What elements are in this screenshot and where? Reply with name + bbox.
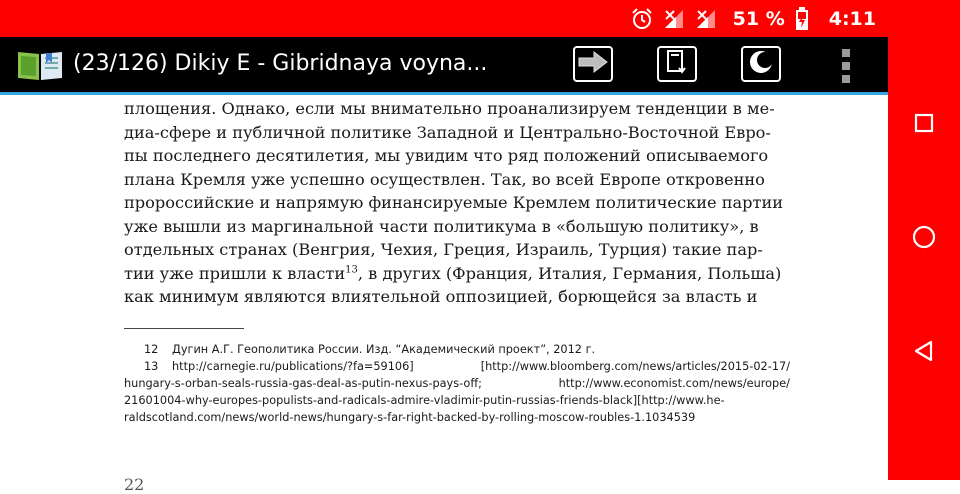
text-line: пророссийские и напрямую финансируемые Кремлем политические партии (124, 193, 784, 212)
footnotes (124, 341, 790, 426)
book-app-icon[interactable] (16, 49, 64, 81)
night-mode-button[interactable] (741, 46, 781, 82)
text-line: как минимум являются влиятельной оппозицией, борющейся за власть и (124, 287, 758, 306)
back-triangle-icon (912, 339, 936, 368)
signal-sim1-icon (663, 8, 685, 30)
footnote-number: 12 (144, 343, 159, 356)
next-page-button[interactable] (573, 46, 613, 82)
next-page-arrow-icon (578, 51, 608, 78)
footnote-ref-13[interactable]: 13 (345, 264, 358, 276)
text-line: плана Кремля уже успешно осуществлен. Так, во всей Европе откровенно (124, 169, 765, 189)
page-number: 22 (124, 475, 145, 494)
fit-page-button[interactable] (657, 46, 697, 82)
document-title: (23/126) Dikiy E - Gibridnaya voyna... (73, 51, 488, 76)
footnote-12 (144, 341, 790, 358)
footnote-link[interactable]: 21601004-why-europes-populists-and-radicals-admire-vladimir-putin-russias-friends-black][http://www.he- (124, 394, 725, 407)
text-line: отдельных странах (Венгрия, Чехия, Греция, Израиль, Турция) такие пар- (124, 240, 763, 259)
text-fragment: , в других (Франция, Италия, Германия, Польша) (357, 263, 782, 283)
signal-sim2-icon (695, 8, 717, 30)
overflow-menu-icon[interactable] (836, 49, 856, 83)
text-line: диа-сфере и публичной политике Западной и Центрально-Восточной Евро- (124, 122, 771, 142)
reader-page[interactable] (0, 95, 888, 494)
text-line: пы последнего десятилетия, мы увидим что ряд положений описываемого (124, 146, 769, 165)
body-text (124, 97, 790, 309)
navigation-bar (888, 0, 960, 480)
home-button[interactable] (908, 223, 940, 255)
footnote-link[interactable]: http://www.economist.com/news/europe/ (558, 377, 790, 390)
text-line: уже вышли из маргинальной части политикума в «большую политику», в (124, 216, 759, 236)
text-line: площения. Однако, если мы внимательно проанализируем тенденции в ме- (124, 99, 775, 118)
recents-square-icon (913, 112, 935, 139)
app-toolbar (0, 37, 888, 95)
footnote-link[interactable]: [http://www.bloomberg.com/news/articles/2015-02-17/ (480, 360, 790, 373)
footnote-number: 13 (144, 360, 159, 373)
battery-percent: 51 % (732, 7, 785, 30)
footnote-link[interactable]: http://carnegie.ru/publications/?fa=59106] (172, 360, 414, 373)
back-button[interactable] (908, 337, 940, 369)
footnote-text: Дугин А.Г. Геополитика России. Изд. “Академический проект”, 2012 г. (172, 343, 596, 356)
alarm-clock-icon (631, 8, 653, 30)
home-circle-icon (911, 224, 937, 255)
footnote-13 (124, 358, 790, 426)
footnote-link[interactable]: raldscotland.com/news/world-news/hungary-s-far-right-backed-by-rolling-moscow-roubles-1.1034539 (124, 411, 696, 424)
status-bar (0, 0, 960, 37)
footnote-link[interactable]: hungary-s-orban-seals-russia-gas-deal-as-putin-nexus-pays-off; (124, 377, 482, 390)
night-mode-icon (748, 49, 774, 80)
fit-page-icon (666, 49, 688, 80)
clock-time: 4:11 (828, 7, 876, 30)
footnote-divider (124, 328, 244, 329)
text-fragment: тии уже пришли к власти (124, 263, 346, 283)
text-line (124, 262, 790, 286)
recents-button[interactable] (908, 109, 940, 141)
battery-charging-icon (795, 7, 809, 31)
